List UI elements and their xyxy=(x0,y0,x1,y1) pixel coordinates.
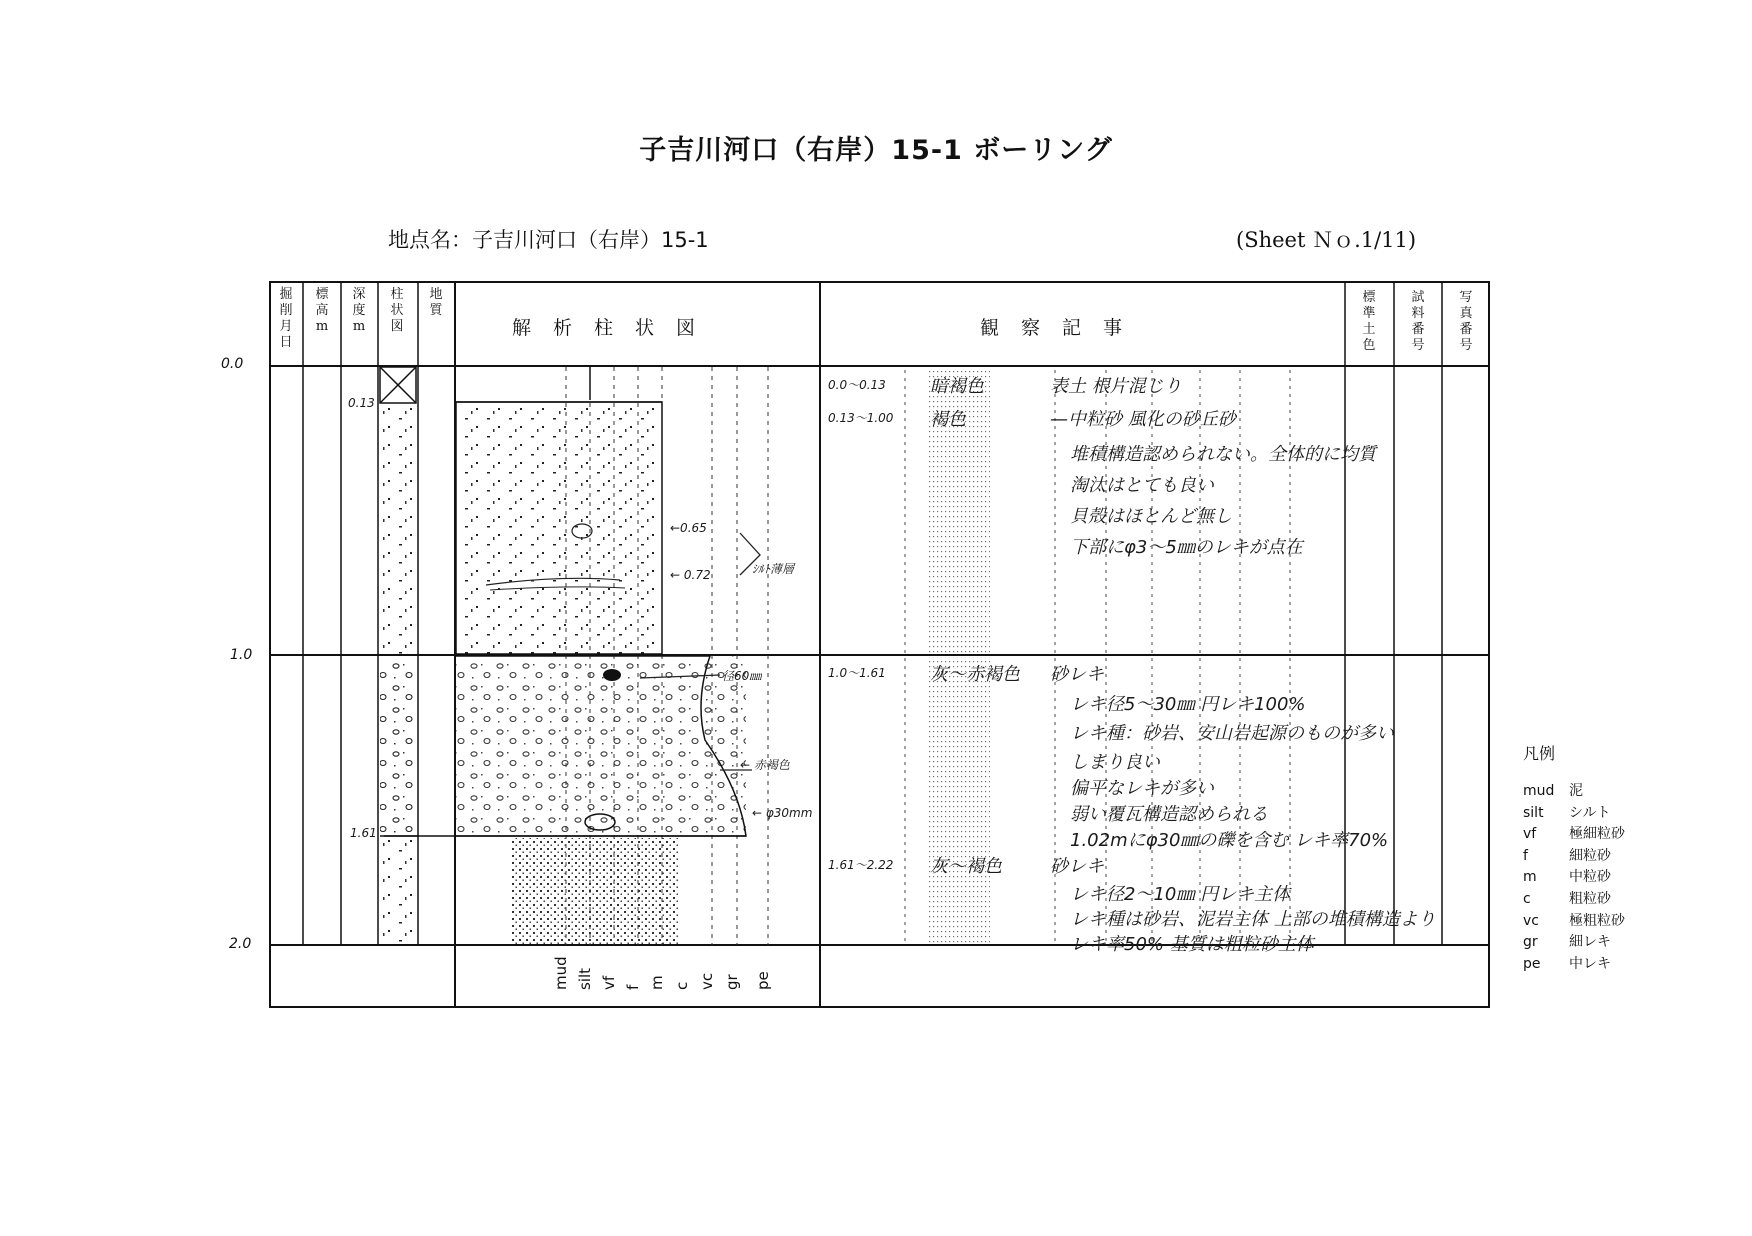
annotation-phi-30mm: ← φ30mm xyxy=(752,806,813,820)
depth-scale-1: 1.0 xyxy=(230,647,253,663)
legend-item xyxy=(1523,802,1611,822)
annotation-silt-layer: ｼﾙﾄ薄層 xyxy=(752,562,795,576)
observation-text: しまり良い xyxy=(1070,752,1160,773)
observation-color: 灰〜褐色 xyxy=(930,856,1002,877)
header-column-chart: 柱状図 xyxy=(390,287,404,334)
header-analysis: 解析柱状図 xyxy=(512,317,718,339)
annotation-gravel-60mm: 径60㎜ xyxy=(722,669,762,683)
observation-text: 1.02mにφ30㎜の礫を含む レキ率70% xyxy=(1070,830,1389,851)
grain-label-silt: silt xyxy=(576,967,594,990)
legend-item xyxy=(1523,931,1611,951)
grain-label-vc: vc xyxy=(698,972,716,990)
legend-item xyxy=(1523,780,1583,800)
legend-code: gr xyxy=(1523,934,1538,951)
legend-label: 極粗粒砂 xyxy=(1569,912,1625,929)
legend-code: c xyxy=(1523,891,1531,907)
document-title: 子吉川河口（右岸）15-1 ボーリング xyxy=(639,135,1113,166)
observation-color: 灰〜赤褐色 xyxy=(930,664,1020,685)
legend-item xyxy=(1523,845,1611,865)
layer-depth-2: 1.61 xyxy=(350,826,377,840)
grain-label-f: f xyxy=(624,984,642,990)
header-soil-color: 標準土色 xyxy=(1362,290,1376,353)
legend-code: mud xyxy=(1523,783,1555,799)
observation-text: 貝殻はほとんど無し xyxy=(1070,506,1232,527)
observation-text: レキ率50% 基質は粗粒砂主体 xyxy=(1070,934,1314,955)
observation-text: 弱い覆瓦構造認められる xyxy=(1070,804,1268,825)
observation-text: 偏平なレキが多い xyxy=(1070,778,1214,799)
observation-text: レキ径2〜10㎜ 円レキ主体 xyxy=(1070,884,1291,905)
annotation-reddish-brown: ← 赤褐色 xyxy=(740,758,790,772)
layer-depth-1: 0.13 xyxy=(348,396,375,410)
legend-code: vc xyxy=(1523,912,1539,929)
header-observation: 観察記事 xyxy=(980,317,1145,339)
grain-label-mud: mud xyxy=(552,956,570,990)
observation-text: 表土 根片混じり xyxy=(1050,376,1182,397)
legend-label: 中粒砂 xyxy=(1569,869,1611,886)
legend-code: silt xyxy=(1523,804,1544,821)
grain-label-gr: gr xyxy=(723,974,741,990)
observation-range: 0.13〜1.00 xyxy=(828,411,894,425)
legend-item xyxy=(1523,888,1611,908)
legend-code: pe xyxy=(1523,955,1541,972)
header-photo-no: 写真番号 xyxy=(1459,290,1473,353)
legend-label: シルト xyxy=(1569,804,1611,821)
depth-scale-2: 2.0 xyxy=(229,936,252,952)
observation-text: レキ径5〜30㎜ 円レキ100% xyxy=(1070,694,1306,715)
legend-label: 粗粒砂 xyxy=(1569,891,1611,907)
observation-text: —中粒砂 風化の砂丘砂 xyxy=(1050,409,1236,430)
observation-text: 砂レキ xyxy=(1050,856,1104,877)
observation-text: 堆積構造認められない。全体的に均質 xyxy=(1070,444,1376,465)
legend-label: 細粒砂 xyxy=(1569,847,1611,864)
observation-range: 1.0〜1.61 xyxy=(828,666,886,680)
observation-text: レキ種：砂岩、安山岩起源のものが多い xyxy=(1070,723,1394,744)
legend-item xyxy=(1523,866,1611,886)
header-sample-no: 試料番号 xyxy=(1411,290,1425,353)
observation-color: 褐色 xyxy=(930,409,966,430)
grain-label-m: m xyxy=(648,975,666,990)
legend-item xyxy=(1523,910,1625,930)
legend-label: 中レキ xyxy=(1569,955,1611,972)
header-geology: 地質 xyxy=(429,287,443,318)
observation-color: 暗褐色 xyxy=(930,376,984,397)
header-elevation: 標高m xyxy=(315,287,329,334)
legend-item xyxy=(1523,953,1611,973)
legend-label: 泥 xyxy=(1569,783,1583,799)
observation-text: 淘汰はとても良い xyxy=(1070,475,1214,496)
observation-text: レキ種は砂岩、泥岩主体 上部の堆積構造より xyxy=(1070,909,1436,930)
observation-range: 1.61〜2.22 xyxy=(828,858,894,872)
legend-label: 細レキ xyxy=(1569,934,1611,951)
observation-text: 下部にφ3〜5㎜のレキが点在 xyxy=(1070,537,1303,558)
observation-text: 砂レキ xyxy=(1050,664,1104,685)
annotation-depth-072: ← 0.72 xyxy=(670,568,711,582)
legend-title: 凡例 xyxy=(1523,744,1556,763)
legend-label: 極細粒砂 xyxy=(1569,826,1625,843)
grain-label-c: c xyxy=(673,981,691,990)
observation-range: 0.0〜0.13 xyxy=(828,378,886,392)
site-name-label: 地点名：子吉川河口（右岸）15-1 xyxy=(388,228,709,252)
grain-label-pe: pe xyxy=(754,971,772,990)
header-date: 掘削月日 xyxy=(279,287,293,350)
legend-code: f xyxy=(1523,847,1528,864)
legend-item xyxy=(1523,823,1625,843)
header-depth: 深度m xyxy=(352,287,366,334)
depth-scale-0: 0.0 xyxy=(221,356,244,372)
annotation-depth-065: ←0.65 xyxy=(670,521,707,535)
grain-label-vf: vf xyxy=(600,975,618,990)
legend-code: vf xyxy=(1523,826,1537,843)
sheet-number-label: (Sheet Ｎｏ.1/11) xyxy=(1236,228,1417,252)
legend-code: m xyxy=(1523,869,1537,886)
